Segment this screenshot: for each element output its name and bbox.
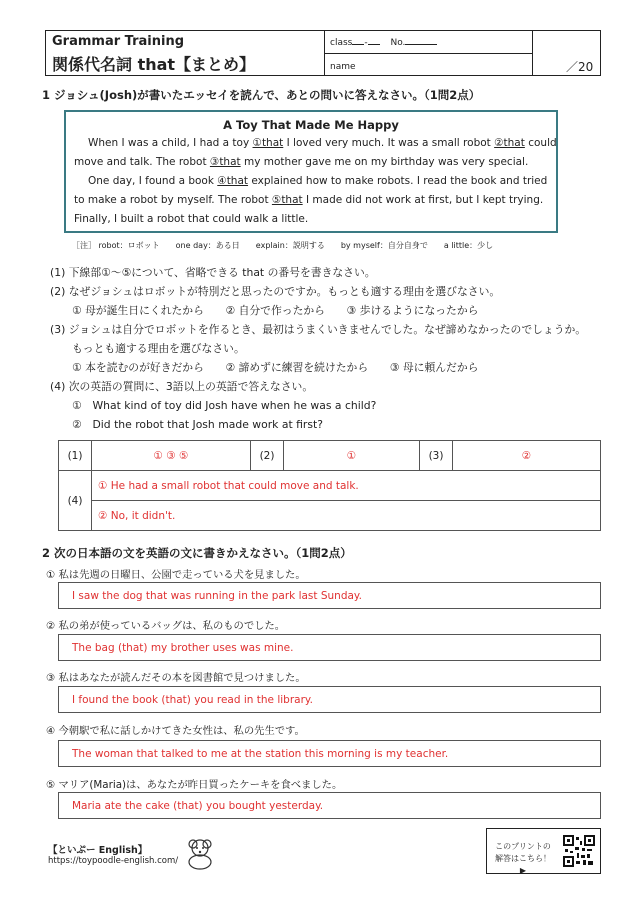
essay-text: to make a robot by myself. The robot: [74, 194, 272, 206]
qr-code-icon[interactable]: [563, 835, 595, 871]
answer-3: ②: [453, 441, 601, 471]
vocab-note: ［注］ robot：ロボット one day：ある日 explain：説明する by myself：自分自身で a little：少し: [72, 241, 494, 250]
answer-4-1: ① He had a small robot that could move and talk.: [92, 471, 601, 501]
underlined-that: ①that: [252, 137, 284, 149]
essay-text: explained how to make robots. I read the book and tried: [248, 175, 548, 187]
question-4-1: ① What kind of toy did Josh have when he was a child?: [72, 399, 377, 412]
class-field: class - No.: [330, 38, 437, 48]
s2-jp-2: ② 私の弟が使っているバッグは、私のものでした。: [46, 620, 286, 632]
essay-line-2: [74, 156, 528, 168]
answer-note-line2: 解答はこちら！▶: [495, 854, 551, 875]
answer-1: ① ③ ⑤: [92, 441, 251, 471]
essay-text: Finally, I built a robot that could walk a little.: [74, 213, 309, 225]
page-title: 関係代名詞 that【まとめ】: [52, 55, 256, 74]
question-3-options: ① 本を読むのが好きだから ② 諦めずに練習を続けたから ③ 母に頼んだから: [72, 361, 479, 374]
question-4: (4) 次の英語の質問に、3語以上の英語で答えなさい。: [50, 380, 314, 393]
answer-label-3: (3): [420, 441, 453, 471]
answer-note-line1: このプリントの: [495, 842, 551, 851]
s2-answer-3: I found the book (that) you read in the library.: [58, 686, 601, 713]
essay-text: my mother gave me on my birthday was very special.: [240, 156, 529, 168]
question-2-options: ① 母が誕生日にくれたから ② 自分で作ったから ③ 歩けるようになったから: [72, 304, 479, 317]
question-3: (3) ジョシュは自分でロボットを作るとき、最初はうまくいきませんでした。なぜ諦めなかったのでしょうか。: [50, 323, 587, 336]
essay-text: When I was a child, I had a toy: [88, 137, 253, 149]
essay-line-3: [88, 175, 547, 187]
answer-2: ①: [284, 441, 420, 471]
s2-jp-3: ③ 私はあなたが読んだその本を図書館で見つけました。: [46, 672, 306, 684]
answer-label-1: (1): [59, 441, 92, 471]
essay-text: One day, I found a book: [88, 175, 218, 187]
score-total: ／20: [566, 60, 594, 74]
course-title: Grammar Training: [52, 34, 185, 49]
site-url[interactable]: https://toypoodle-english.com/: [48, 856, 179, 866]
question-1: (1) 下線部①～⑤について、省略できる that の番号を書きなさい。: [50, 266, 376, 279]
brand-name: 【といぷー English】: [48, 845, 148, 856]
question-2: (2) なぜジョシュはロボットが特別だと思ったのですか。もっとも適する理由を選びなさい。: [50, 285, 501, 298]
question-4-2: ② Did the robot that Josh made work at first?: [72, 418, 323, 431]
underlined-that: ②that: [494, 137, 525, 149]
answer-link-box[interactable]: [486, 828, 601, 874]
s2-answer-2: The bag (that) my brother uses was mine.: [58, 634, 601, 661]
essay-text: could: [524, 137, 557, 149]
s2-answer-5: Maria ate the cake (that) you bought yesterday.: [58, 792, 601, 819]
essay-line-5: [74, 213, 308, 225]
underlined-that: ④that: [217, 175, 249, 187]
s2-jp-4: ④ 今朝駅で私に話しかけてきた女性は、私の先生です。: [46, 725, 305, 737]
answer-table: [58, 440, 601, 531]
underlined-that: ⑤that: [271, 194, 303, 206]
s2-jp-5: ⑤ マリア(Maria)は、あなたが昨日買ったケーキを食べました。: [46, 779, 343, 791]
answer-label-4: (4): [59, 471, 92, 531]
underlined-that: ③that: [209, 156, 241, 168]
section2-heading: 2 次の日本語の文を英語の文に書きかえなさい。（1問2点）: [42, 546, 352, 560]
essay-line-4: [74, 194, 543, 206]
s2-jp-1: ① 私は先週の日曜日、公園で走っている犬を見ました。: [46, 569, 306, 581]
s2-answer-1: I saw the dog that was running in the park last Sunday.: [58, 582, 601, 609]
s2-answer-4: The woman that talked to me at the station this morning is my teacher.: [58, 740, 601, 767]
essay-text: move and talk. The robot: [74, 156, 210, 168]
essay-text: I made did not work at first, but I kept trying.: [302, 194, 544, 206]
name-label: name: [330, 62, 356, 72]
essay-text: I loved very much. It was a small robot: [283, 137, 495, 149]
essay-box: [64, 110, 558, 233]
essay-title: A Toy That Made Me Happy: [223, 118, 399, 132]
answer-label-2: (2): [251, 441, 284, 471]
answer-4-2: ② No, it didn't.: [92, 501, 601, 531]
section1-heading: 1 ジョシュ(Josh)が書いたエッセイを読んで、あとの問いに答えなさい。（1問2点）: [42, 88, 481, 102]
question-3-cont: もっとも適する理由を選びなさい。: [72, 342, 245, 355]
essay-line-1: [88, 137, 557, 149]
poodle-logo-icon: [180, 836, 220, 870]
